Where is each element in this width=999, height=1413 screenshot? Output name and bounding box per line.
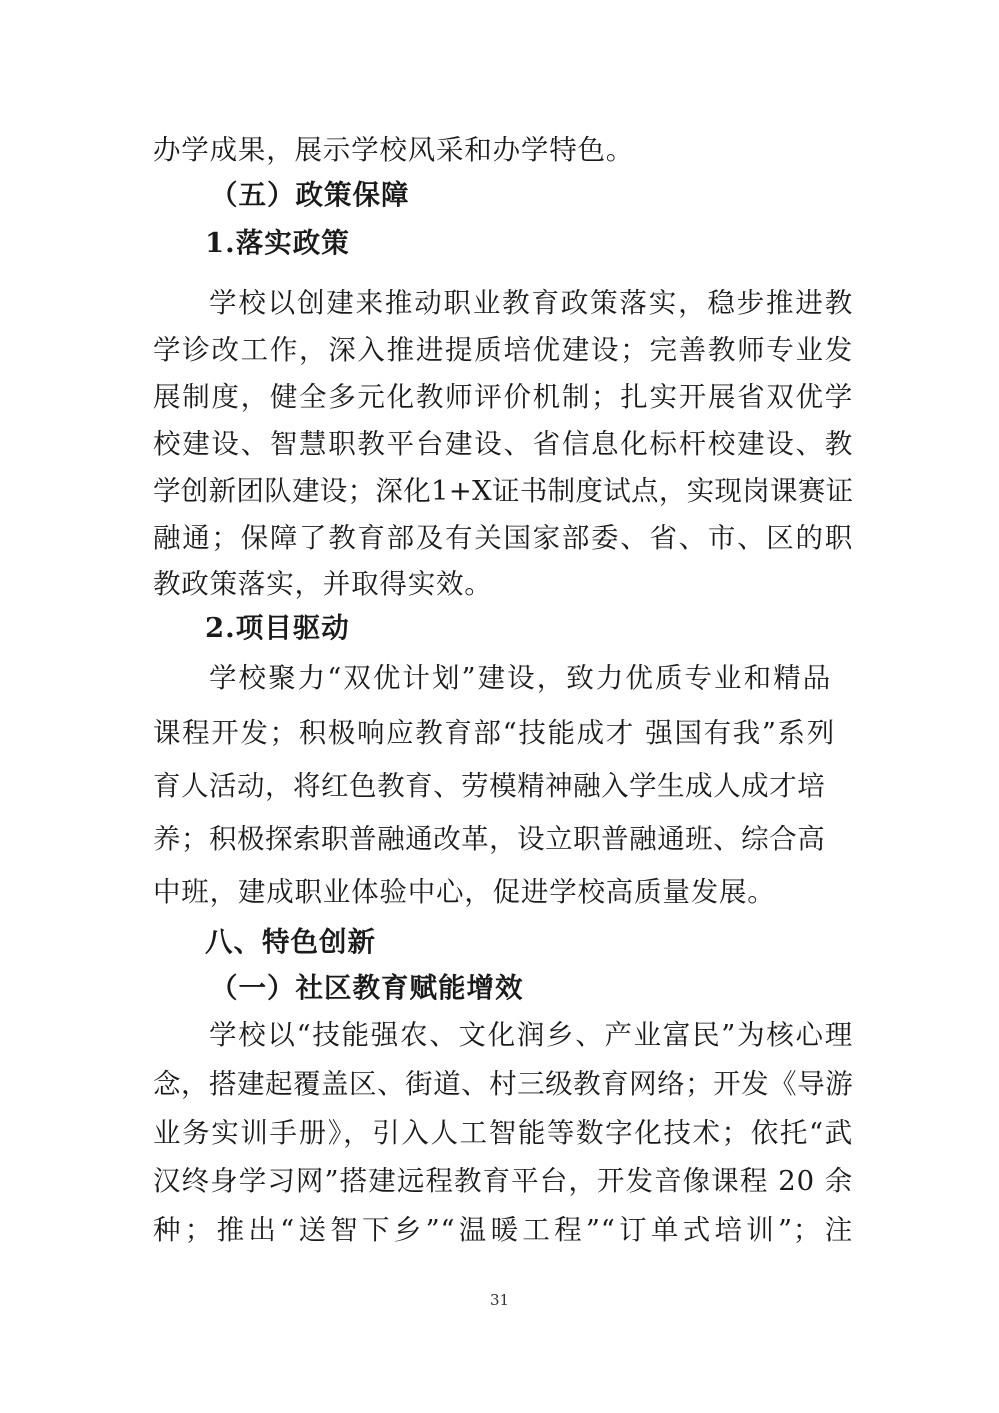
paragraph-line: 办学成果，展示学校风采和办学特色。 <box>153 134 635 166</box>
subsection-heading-project-driven: 2.项目驱动 <box>205 612 350 644</box>
paragraph-line: 融通；保障了教育部及有关国家部委、省、市、区的职 <box>153 522 853 554</box>
paragraph-line: 展制度，健全多元化教师评价机制；扎实开展省双优学 <box>153 381 853 413</box>
paragraph-line: 学校聚力“双优计划”建设，致力优质专业和精品 <box>209 662 831 694</box>
paragraph-line: 汉终身学习网”搭建远程教育平台，开发音像课程 20 余 <box>153 1165 853 1197</box>
paragraph-line: 校建设、智慧职教平台建设、省信息化标杆校建设、教 <box>153 428 853 460</box>
paragraph-line: 中班，建成职业体验中心，促进学校高质量发展。 <box>153 876 776 908</box>
paragraph-line: 念，搭建起覆盖区、街道、村三级教育网络；开发《导游 <box>153 1068 853 1100</box>
page-number: 31 <box>489 1291 510 1309</box>
paragraph-line: 学校以“技能强农、文化润乡、产业富民”为核心理 <box>209 1019 853 1051</box>
paragraph-line: 教政策落实，并取得实效。 <box>153 568 493 600</box>
paragraph-line: 课程开发；积极响应教育部“技能成才 强国有我”系列 <box>153 717 835 749</box>
subsection-heading-implement-policy: 1.落实政策 <box>205 227 350 259</box>
paragraph-line: 业务实训手册》，引入人工智能等数字化技术；依托“武 <box>153 1117 853 1149</box>
paragraph-line: 学创新团队建设；深化1+X证书制度试点，实现岗课赛证 <box>153 475 854 507</box>
chapter-heading-features-innovation: 八、特色创新 <box>205 926 376 958</box>
paragraph-line: 学校以创建来推动职业教育政策落实，稳步推进教 <box>209 287 853 319</box>
section-heading-community-education: （一）社区教育赋能增效 <box>210 972 524 1004</box>
paragraph-line: 种；推出“送智下乡”“温暖工程”“订单式培训”；注 <box>153 1214 853 1246</box>
paragraph-line: 养；积极探索职普融通改革，设立职普融通班、综合高 <box>153 823 825 855</box>
section-heading-policy-guarantee: （五）政策保障 <box>210 179 410 211</box>
paragraph-line: 学诊改工作，深入推进提质培优建设；完善教师专业发 <box>153 334 853 366</box>
paragraph-line: 育人活动，将红色教育、劳模精神融入学生成人成才培 <box>153 770 825 802</box>
